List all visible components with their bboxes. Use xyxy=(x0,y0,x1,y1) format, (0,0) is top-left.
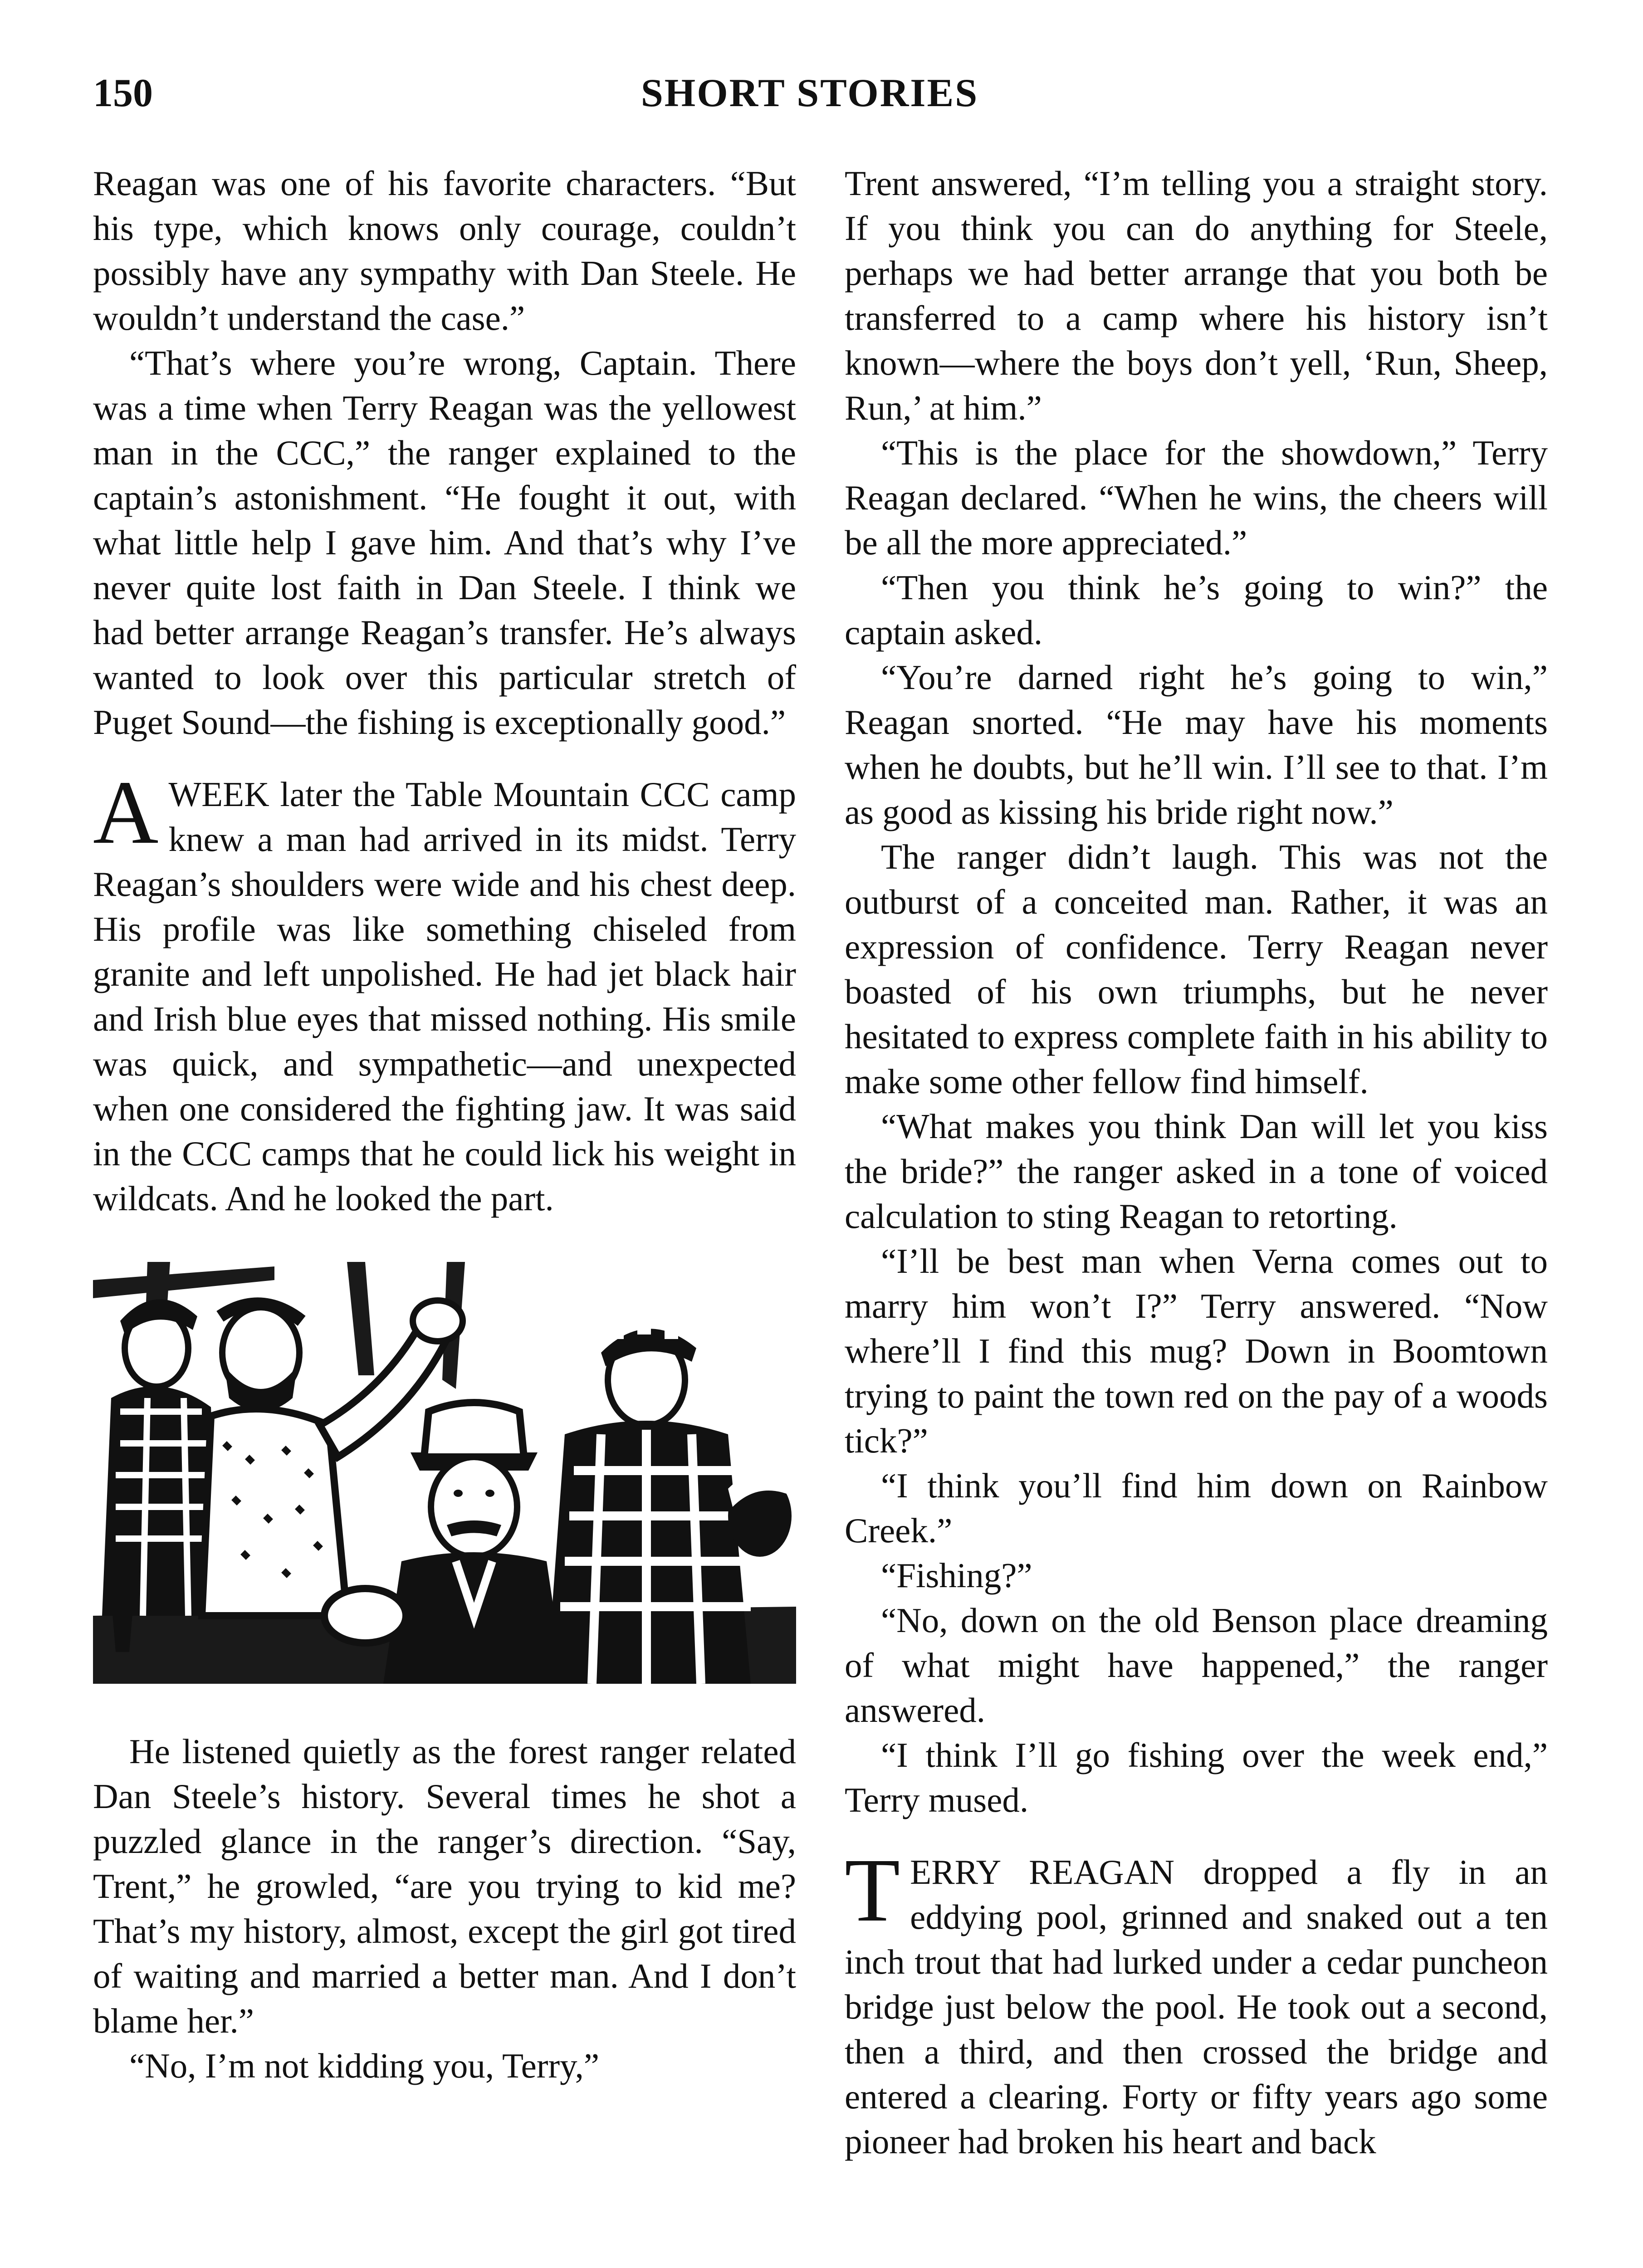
paragraph: “What makes you think Dan will let you kiss the bride?” the ranger asked in a tone of voiced calculation to sting Reagan to retorting. xyxy=(845,1107,1548,1236)
paragraph: “I’ll be best man when Verna comes out to marry him won’t I?” Terry answered. “Now where’ll I find this mug? Down in Boomtown trying to paint the town red on the pay of a woods tick?” xyxy=(845,1242,1548,1460)
paragraph: “This is the place for the showdown,” Terry Reagan declared. “When he wins, the cheers will be all the more appreciated.” xyxy=(845,433,1548,562)
paragraph: “No, down on the old Benson place dreaming of what might have happened,” the ranger answered. xyxy=(845,1601,1548,1730)
paragraph: The ranger didn’t laugh. This was not the outburst of a conceited man. Rather, it was an expression of confidence. Terry Reagan never boasted of his own triumphs, but he never hesitated to express complete faith in his ability to make some other fellow find himself. xyxy=(845,837,1548,1101)
section-opening xyxy=(93,763,796,1221)
page-header xyxy=(93,70,1526,125)
paragraph: “No, I’m not kidding you, Terry,” xyxy=(129,2046,600,2085)
paragraph: He listened quietly as the forest ranger related Dan Steele’s history. Several times he shot a puzzled glance in the ranger’s direction. “Say, Trent,” he growled, “are you trying to kid me? That’s my history, almost, except the girl got tired of waiting and married a better man. And I don’t blame her.” xyxy=(93,1732,796,2040)
paragraph: “You’re darned right he’s going to win,” Reagan snorted. “He may have his moments when he doubts, but he’ll win. I’ll see to that. I’m as good as kissing his bride right now.” xyxy=(845,658,1548,831)
drop-cap: A xyxy=(93,763,159,863)
section-opening xyxy=(845,1840,1548,2164)
drop-cap: T xyxy=(845,1840,900,1941)
paragraph: “I think I’ll go fishing over the week end,” Terry mused. xyxy=(845,1735,1548,1819)
page-number: 150 xyxy=(93,71,153,115)
story-illustration xyxy=(93,1262,796,1684)
paragraph: “I think you’ll find him down on Rainbow Creek.” xyxy=(845,1466,1548,1550)
section-text: ERRY REAGAN dropped a fly in an eddying pool, grinned and snaked out a ten inch trout that had lurked under a cedar puncheon bridge just below the pool. He took out a second, then a third, and then crossed the bridge and entered a clearing. Forty or fifty years ago some pioneer had broken his heart and back xyxy=(845,1853,1548,2161)
paragraph: Trent answered, “I’m telling you a straight story. If you think you can do anything for Steele, perhaps we had better arrange that you both be transferred to a camp where his history isn’t known—where the boys don’t yell, ‘Run, Sheep, Run,’ at him.” xyxy=(845,164,1548,427)
section-text: WEEK later the Table Mountain CCC camp knew a man had arrived in its midst. Terry Reagan’s shoulders were wide and his chest deep. His profile was like something chiseled from granite and left unpolished. He had jet black hair and Irish blue eyes that missed nothing. His smile was quick, and sympathetic—and unexpected when one considered the fighting jaw. It was said in the CCC camps that he could lick his weight in wildcats. And he looked the part. xyxy=(93,775,796,1218)
illustration-crowd-image xyxy=(93,1262,796,1684)
running-title: SHORT STORIES xyxy=(641,71,979,115)
paragraph: “Then you think he’s going to win?” the captain asked. xyxy=(845,568,1548,652)
paragraph: Reagan was one of his favorite characters. “But his type, which knows only courage, couldn’t possibly have any sympathy with Dan Steele. He wouldn’t understand the case.” xyxy=(93,164,796,337)
left-column xyxy=(93,161,796,2088)
paragraph: “That’s where you’re wrong, Captain. There was a time when Terry Reagan was the yellowest man in the CCC,” the ranger explained to the captain’s astonishment. “He fought it out, with what little help I gave him. And that’s why I’ve never quite lost faith in Dan Steele. I think we had better arrange Reagan’s transfer. He’s always wanted to look over this particular stretch of Puget Sound—the fishing is exceptionally good.” xyxy=(93,343,796,742)
right-column xyxy=(845,161,1548,2164)
paragraph: “Fishing?” xyxy=(881,1556,1032,1595)
